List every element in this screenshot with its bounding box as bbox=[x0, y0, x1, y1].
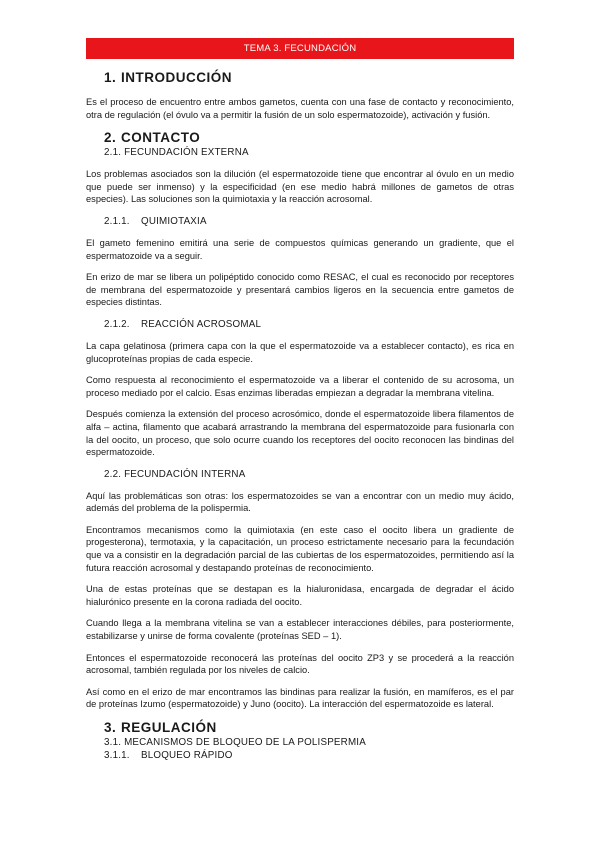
paragraph: Encontramos mecanismos como la quimiotaxia (en este caso el oocito libera un gradiente de progesterona), termotaxia, y la capacitación, un proceso estrictamente necesario para la fecundación que va a consistir en la degradación parcial de las cubiertas de los espermatozoides, permitiendo así la futura reacción acrosomal y destapando proteínas de reconocimiento. bbox=[86, 524, 514, 573]
subsection-heading-fecundacion-interna: 2.2. FECUNDACIÓN INTERNA bbox=[104, 468, 246, 480]
section-heading-contacto bbox=[86, 130, 514, 146]
paragraph: Así como en el erizo de mar encontramos las bindinas para realizar la fusión, en mamíferos, es el par de proteínas Izumo (espermatozoide) y Juno (oocito). La interacción del espermatozoide es lateral. bbox=[86, 686, 514, 710]
section-heading-regulacion bbox=[86, 720, 514, 736]
paragraph: Es el proceso de encuentro entre ambos gametos, cuenta con una fase de contacto y reconocimiento, otra de regulación (el óvulo va a permitir la fusión de un solo espermatozoide), activación y fusión. bbox=[86, 97, 514, 120]
subsection-number: 2.1.2. bbox=[104, 318, 130, 330]
subsection-number: 2.1.1. bbox=[104, 215, 130, 227]
document-body bbox=[86, 70, 514, 762]
paragraph: Cuando llega a la membrana vitelina se van a establecer interacciones débiles, para posteriormente, estabilizarse y unirse de forma covalente (proteínas SED – 1). bbox=[86, 618, 514, 642]
subsection-title: QUIMIOTAXIA bbox=[141, 215, 207, 227]
header-banner bbox=[86, 38, 514, 59]
subsection-title: BLOQUEO RÁPIDO bbox=[141, 750, 233, 761]
paragraph: Una de estas proteínas que se destapan es la hialuronidasa, encargada de degradar el ácido hialurónico presente en la corona radiada del oocito. bbox=[86, 584, 514, 607]
paragraph: Aquí las problemáticas son otras: los espermatozoides se van a encontrar con un medio muy ácido, además del problema de la polispermia. bbox=[86, 490, 514, 514]
section-number: 2. bbox=[104, 130, 117, 146]
paragraph: La capa gelatinosa (primera capa con la que el espermatozoide va a establecer contacto), es rica en glucoproteínas propias de cada especie. bbox=[86, 340, 514, 364]
subsection-title: REACCIÓN ACROSOMAL bbox=[141, 318, 262, 330]
subsubsection-heading-bloqueo-rapido bbox=[86, 749, 514, 762]
section-title: REGULACIÓN bbox=[121, 720, 217, 735]
subsection-heading-mecanismos-bloqueo: 3.1. MECANISMOS DE BLOQUEO DE LA POLISPERMIA bbox=[104, 737, 366, 748]
subsubsection-heading-quimiotaxia bbox=[86, 215, 514, 228]
paragraph: El gameto femenino emitirá una serie de compuestos químicas generando un gradiente, que el espermatozoide va a seguir. bbox=[86, 237, 514, 261]
paragraph: Entonces el espermatozoide reconocerá las proteínas del oocito ZP3 y se procederá a la reacción acrosomal, también regulada por los niveles de calcio. bbox=[86, 652, 514, 676]
section-number: 1. bbox=[104, 70, 117, 85]
paragraph: Después comienza la extensión del proceso acrosómico, donde el espermatozoide libera filamentos de alfa – actina, filamento que acabará arrastrando la membrana del espermatozoide para fusionarla con la del oocito, un proceso, que solo ocurre cuando los receptores del oocito reconocen las bindinas del espermatozoide. bbox=[86, 409, 514, 458]
paragraph: Los problemas asociados son la dilución (el espermatozoide tiene que encontrar al óvulo en un medio que puede ser inmenso) y la especificidad (en ese medio habrá millones de gametos de otras especies). Las soluciones son la quimiotaxia y la reacción acrosomal. bbox=[86, 169, 514, 205]
section-title: INTRODUCCIÓN bbox=[121, 70, 232, 85]
paragraph: En erizo de mar se libera un polipéptido conocido como RESAC, el cual es reconocido por receptores de membrana del espermatozoide y presentará cambios ligeros en la secuencia entre gametos de especies distintas. bbox=[86, 272, 514, 308]
header-title: TEMA 3. FECUNDACIÓN bbox=[243, 43, 357, 54]
section-heading-introduccion bbox=[86, 70, 514, 86]
section-number: 3. bbox=[104, 720, 117, 735]
subsubsection-heading-reaccion-acrosomal bbox=[86, 318, 514, 331]
subsection-heading-fecundacion-externa: 2.1. FECUNDACIÓN EXTERNA bbox=[104, 147, 249, 159]
paragraph: Como respuesta al reconocimiento el espermatozoide va a liberar el contenido de su acrosoma, un proceso mediado por el calcio. Esas enzimas liberadas empiezan a degradar la membrana vitelina. bbox=[86, 375, 514, 398]
subsection-number: 3.1.1. bbox=[104, 750, 130, 761]
section-title: CONTACTO bbox=[121, 130, 201, 146]
